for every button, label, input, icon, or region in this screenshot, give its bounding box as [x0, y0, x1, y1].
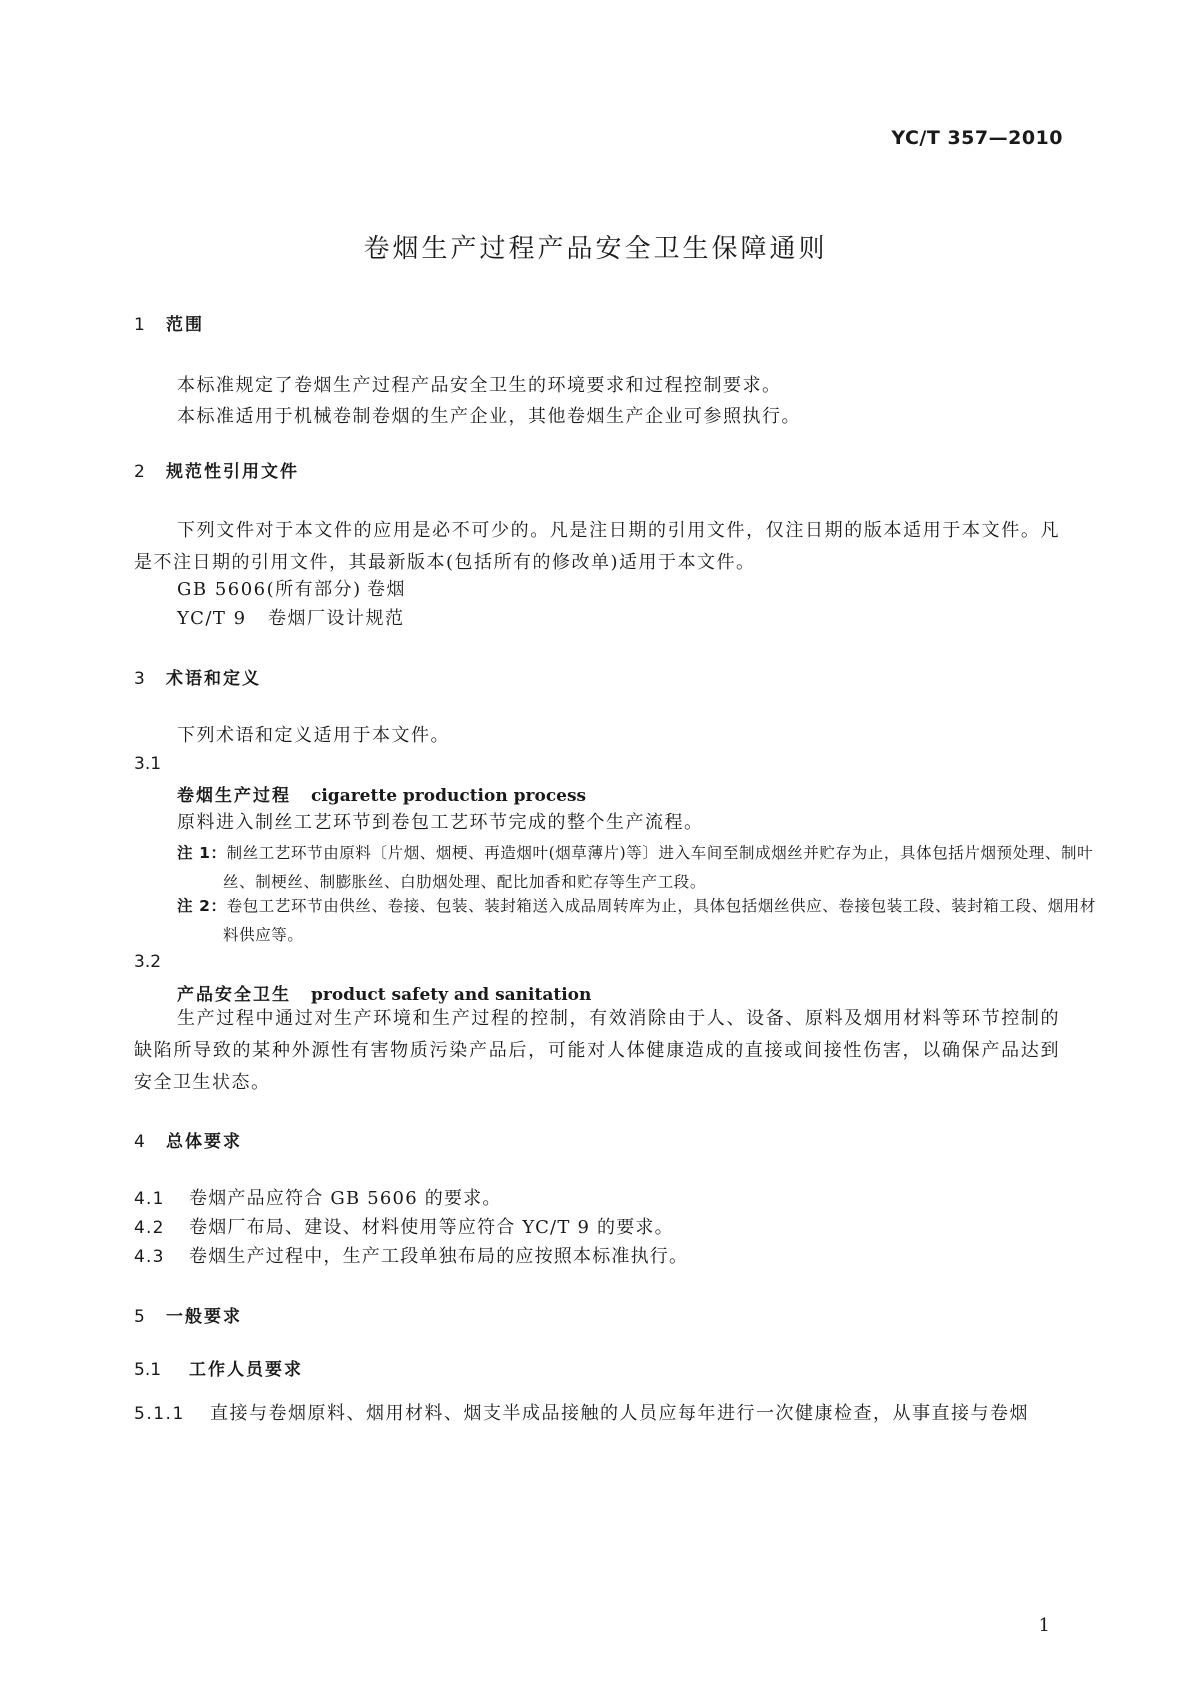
section-number: 4	[134, 1132, 145, 1152]
reference-code: GB 5606(所有部分)	[177, 579, 362, 600]
section-number: 5	[134, 1307, 145, 1327]
section-title: 一般要求	[166, 1307, 242, 1327]
paragraph: 本标准适用于机械卷制卷烟的生产企业，其他卷烟生产企业可参照执行。	[177, 406, 801, 427]
paragraph: 本标准规定了卷烟生产过程产品安全卫生的环境要求和过程控制要求。	[177, 375, 782, 396]
list-item	[134, 1184, 502, 1210]
section-4-heading	[134, 1127, 242, 1152]
note	[177, 892, 1106, 950]
list-item	[134, 1242, 688, 1268]
paragraph: 下列术语和定义适用于本文件。	[177, 725, 450, 746]
term-english: cigarette production process	[311, 786, 587, 806]
item-number: 4.1	[134, 1189, 165, 1209]
note-label: 注 1：	[177, 844, 227, 862]
item-text: 卷烟生产过程中，生产工段单独布局的应按照本标准执行。	[189, 1246, 689, 1267]
section-1-heading	[134, 310, 204, 335]
note-text: 卷包工艺环节由供丝、卷接、包装、装封箱送入成品周转库为止，具体包括烟丝供应、卷接包装工段、装封箱工段、烟用材料供应等。	[223, 897, 1096, 944]
item-text: 卷烟产品应符合 GB 5606 的要求。	[189, 1188, 502, 1209]
note-label: 注 2：	[177, 897, 227, 915]
subsection-number: 5.1	[134, 1360, 162, 1380]
section-title: 范围	[166, 315, 204, 335]
section-title: 规范性引用文件	[166, 462, 299, 482]
section-5-heading	[134, 1302, 242, 1327]
clause-text: 直接与卷烟原料、烟用材料、烟支半成品接触的人员应每年进行一次健康检查，从事直接与卷烟	[210, 1403, 1029, 1424]
item-number: 4.3	[134, 1247, 165, 1267]
section-title: 总体要求	[166, 1132, 242, 1152]
note	[177, 839, 1106, 897]
term-heading	[177, 980, 591, 1005]
section-2-heading	[134, 457, 299, 482]
section-title: 术语和定义	[166, 669, 261, 689]
list-item	[134, 1213, 674, 1239]
term-definition: 生产过程中通过对生产环境和生产过程的控制，有效消除由于人、设备、原料及烟用材料等环节控制的缺陷所导致的某种外源性有害物质污染产品后，可能对人体健康造成的直接或间接性伤害，以确保产品达到安全卫生状态。	[134, 1008, 1060, 1093]
reference-code: YC/T 9	[177, 608, 247, 629]
item-text: 卷烟厂布局、建设、材料使用等应符合 YC/T 9 的要求。	[189, 1217, 674, 1238]
reference-item	[177, 604, 405, 630]
term-heading	[177, 781, 586, 806]
clause-number: 5.1.1	[134, 1404, 185, 1424]
section-number: 1	[134, 315, 145, 335]
document-number: YC/T 357—2010	[891, 127, 1063, 149]
reference-name: 卷烟厂设计规范	[268, 608, 405, 629]
term-chinese: 产品安全卫生	[177, 985, 291, 1005]
clause	[134, 1399, 1029, 1425]
item-number: 4.2	[134, 1218, 165, 1238]
section-number: 2	[134, 462, 145, 482]
subsection-heading	[134, 1355, 303, 1380]
clause-number: 3.2	[134, 952, 162, 972]
term-english: product safety and sanitation	[311, 985, 592, 1005]
term-definition: 原料进入制丝工艺环节到卷包工艺环节完成的整个生产流程。	[177, 812, 704, 833]
section-number: 3	[134, 669, 145, 689]
subsection-title: 工作人员要求	[189, 1360, 303, 1380]
reference-name: 卷烟	[367, 579, 406, 600]
document-title: 卷烟生产过程产品安全卫生保障通则	[363, 234, 828, 264]
term-chinese: 卷烟生产过程	[177, 786, 291, 806]
page-number: 1	[1038, 1615, 1050, 1636]
section-3-heading	[134, 664, 261, 689]
paragraph: 下列文件对于本文件的应用是必不可少的。凡是注日期的引用文件，仅注日期的版本适用于本文件。凡是不注日期的引用文件，其最新版本(包括所有的修改单)适用于本文件。	[134, 520, 1060, 573]
clause-number: 3.1	[134, 754, 162, 774]
reference-item	[177, 575, 406, 601]
note-text: 制丝工艺环节由原料〔片烟、烟梗、再造烟叶(烟草薄片)等〕进入车间至制成烟丝并贮存为止，具体包括片烟预处理、制叶丝、制梗丝、制膨胀丝、白肋烟处理、配比加香和贮存等生产工段。	[223, 844, 1094, 891]
